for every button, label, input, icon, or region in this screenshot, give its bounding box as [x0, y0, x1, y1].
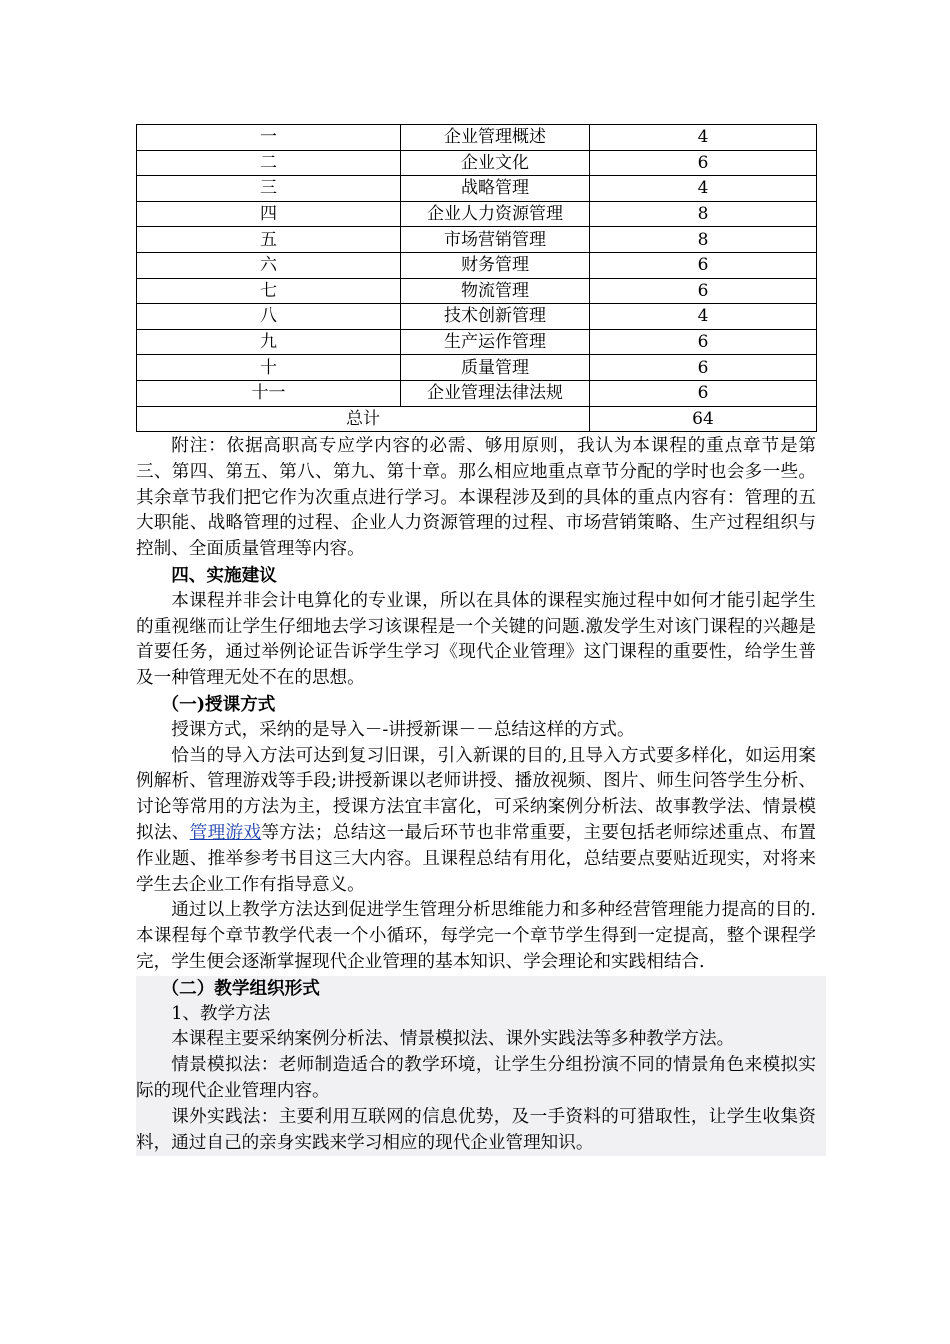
note-paragraph: 附注：依据高职高专应学内容的必需、够用原则，我认为本课程的重点章节是第三、第四、第五、第八、第九、第十章。那么相应地重点章节分配的学时也会多一些。其余章节我们把它作为次重点进行学习。本课程涉及到的具体的重点内容有：管理的五大职能、战略管理的过程、企业人力资源管理的过程、市场营销策略、生产过程组织与控制、全面质量管理等内容。	[136, 436, 816, 560]
document-body	[136, 434, 816, 1156]
hours-cell: 4	[590, 304, 817, 330]
scenario-simulation-paragraph: 情景模拟法：老师制造适合的教学环境，让学生分组扮演不同的情景角色来模拟实际的现代企业管理内容。	[136, 1055, 816, 1101]
table-row	[137, 201, 817, 227]
teaching-methods-item: 1、教学方法	[171, 1003, 271, 1024]
total-hours-cell: 64	[590, 406, 817, 432]
chapter-title-cell: 企业人力资源管理	[401, 201, 590, 227]
table-row	[137, 150, 817, 176]
subsection-heading-teaching-mode: （一)授课方式	[161, 693, 276, 715]
table-row	[137, 227, 817, 253]
teaching-mode-paragraph-3: 通过以上教学方法达到促进学生管理分析思维能力和多种经营管理能力提高的目的.本课程每个章节教学代表一个小循环，每学完一个章节学生得到一定提高，整个课程学完，学生便会逐渐掌握现代企业管理的基本知识、学会理论和实践相结合.	[136, 900, 816, 972]
chapter-title-cell: 市场营销管理	[401, 227, 590, 253]
paragraph-text: 恰当的导入方法可达到复习旧课，引入新课的目的,且导入方式要多样化，如运用案例解析、管理游戏等手段;讲授新课以老师讲授、播放视频、图片、师生问答学生分析、讨论等常用的方法为主，授课方法宜丰富化，可采纳案例分析法、故事教学法、情景模拟法、	[136, 745, 816, 843]
subsection-heading-organization: （二）教学组织形式	[161, 977, 320, 999]
chapter-number-cell: 八	[137, 304, 401, 330]
chapter-number-cell: 二	[137, 150, 401, 176]
chapter-title-cell: 质量管理	[401, 355, 590, 381]
shaded-section	[136, 976, 826, 1157]
chapter-number-cell: 六	[137, 252, 401, 278]
chapter-number-cell: 三	[137, 176, 401, 202]
table-row	[137, 380, 817, 406]
table-row	[137, 278, 817, 304]
implementation-paragraph: 本课程并非会计电算化的专业课，所以在具体的课程实施过程中如何才能引起学生的重视继而让学生仔细地去学习该课程是一个关键的问题.激发学生对该门课程的兴趣是首要任务，通过举例论证告诉学生学习《现代企业管理》这门课程的重要性，给学生普及一种管理无处不在的思想。	[136, 590, 816, 689]
chapter-number-cell: 四	[137, 201, 401, 227]
hours-cell: 6	[590, 380, 817, 406]
hours-cell: 6	[590, 355, 817, 381]
chapter-title-cell: 技术创新管理	[401, 304, 590, 330]
paragraph-text: 等方法；总结这一最后环节也非常重要，主要包括老师综述重点、布置作业题、推举参考书目这三大内容。且课程总结有用化，总结要点要贴近现实，对将来学生去企业工作有指导意义。	[136, 822, 816, 895]
chapter-number-cell: 十	[137, 355, 401, 381]
field-practice-paragraph: 课外实践法：主要利用互联网的信息优势，及一手资料的可猎取性，让学生收集资料，通过自己的亲身实践来学习相应的现代企业管理知识。	[136, 1106, 816, 1153]
hours-cell: 6	[590, 252, 817, 278]
chapter-number-cell: 七	[137, 278, 401, 304]
table-row	[137, 355, 817, 381]
chapter-number-cell: 九	[137, 329, 401, 355]
chapter-title-cell: 财务管理	[401, 252, 590, 278]
chapter-number-cell: 五	[137, 227, 401, 253]
chapter-title-cell: 企业文化	[401, 150, 590, 176]
chapter-title-cell: 物流管理	[401, 278, 590, 304]
table-body	[137, 125, 817, 432]
hours-cell: 4	[590, 125, 817, 151]
management-game-link[interactable]: 管理游戏	[189, 822, 262, 843]
table-row	[137, 329, 817, 355]
hours-cell: 8	[590, 201, 817, 227]
chapter-title-cell: 企业管理法律法规	[401, 380, 590, 406]
total-row	[137, 406, 817, 432]
table-row	[137, 125, 817, 151]
hours-cell: 8	[590, 227, 817, 253]
chapter-number-cell: 一	[137, 125, 401, 151]
hours-cell: 6	[590, 278, 817, 304]
teaching-mode-paragraph-1: 授课方式，采纳的是导入－-讲授新课－－总结这样的方式。	[171, 719, 635, 740]
chapter-title-cell: 企业管理概述	[401, 125, 590, 151]
chapter-number-cell: 十一	[137, 380, 401, 406]
table-row	[137, 252, 817, 278]
total-label-cell: 总计	[137, 406, 590, 432]
teaching-methods-paragraph: 本课程主要采纳案例分析法、情景模拟法、课外实践法等多种教学方法。	[171, 1029, 735, 1050]
table-row	[137, 304, 817, 330]
chapter-title-cell: 战略管理	[401, 176, 590, 202]
table-row	[137, 176, 817, 202]
hours-cell: 6	[590, 150, 817, 176]
course-hours-table	[136, 124, 817, 432]
chapter-title-cell: 生产运作管理	[401, 329, 590, 355]
hours-cell: 4	[590, 176, 817, 202]
hours-cell: 6	[590, 329, 817, 355]
section-heading-implementation: 四、实施建议	[171, 564, 277, 586]
teaching-mode-paragraph-2	[136, 744, 816, 899]
